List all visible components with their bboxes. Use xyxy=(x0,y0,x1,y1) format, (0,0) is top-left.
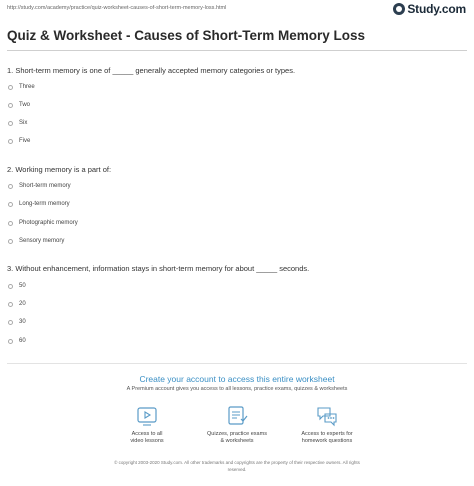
feature-video-lessons xyxy=(107,405,187,445)
radio-button[interactable] xyxy=(8,103,13,108)
radio-button[interactable] xyxy=(8,302,13,307)
answer-option[interactable] xyxy=(8,83,35,91)
copyright-line-2: reserved. xyxy=(227,466,247,472)
feature-label: Quizzes, practice exams & worksheets xyxy=(207,431,267,444)
radio-button[interactable] xyxy=(8,339,13,344)
page-url: http://study.com/academy/practice/quiz-worksheet-causes-of-short-term-memory-loss.html xyxy=(7,5,227,11)
option-label: 20 xyxy=(19,301,26,307)
option-label: Long-term memory xyxy=(19,201,70,207)
option-label: Short-term memory xyxy=(19,183,71,189)
answer-option[interactable] xyxy=(8,237,64,245)
answer-option[interactable] xyxy=(8,282,26,290)
expert-chat-icon xyxy=(316,405,338,427)
radio-button[interactable] xyxy=(8,221,13,226)
radio-button[interactable] xyxy=(8,121,13,126)
answer-option[interactable] xyxy=(8,300,26,308)
answer-option[interactable] xyxy=(8,318,26,326)
study-logo-icon xyxy=(393,3,405,15)
title-divider xyxy=(7,50,467,51)
answer-option[interactable] xyxy=(8,219,78,227)
top-bar xyxy=(0,0,474,20)
create-account-link[interactable]: Create your account to access this entire worksheet xyxy=(139,374,335,384)
radio-button[interactable] xyxy=(8,239,13,244)
answer-option[interactable] xyxy=(8,137,30,145)
radio-button[interactable] xyxy=(8,184,13,189)
answer-option[interactable] xyxy=(8,337,26,345)
question-1: 1. Short-term memory is one of _____ generally accepted memory categories or types. xyxy=(7,66,296,75)
option-label: 30 xyxy=(19,319,26,325)
option-label: 60 xyxy=(19,338,26,344)
radio-button[interactable] xyxy=(8,320,13,325)
option-label: Two xyxy=(19,102,31,108)
promo-divider xyxy=(7,363,467,364)
radio-button[interactable] xyxy=(8,139,13,144)
quiz-worksheet-icon xyxy=(226,405,248,427)
answer-option[interactable] xyxy=(8,101,30,109)
video-lesson-icon xyxy=(136,405,158,427)
option-label: Photographic memory xyxy=(19,220,78,226)
option-label: 50 xyxy=(19,283,26,289)
study-logo-text: Study.com xyxy=(407,2,466,16)
option-label: Three xyxy=(19,84,35,90)
radio-button[interactable] xyxy=(8,284,13,289)
study-logo[interactable] xyxy=(393,2,466,16)
feature-quizzes xyxy=(197,405,277,445)
question-3: 3. Without enhancement, information stays in short-term memory for about _____ seconds. xyxy=(7,264,310,273)
page-title: Quiz & Worksheet - Causes of Short-Term Memory Loss xyxy=(7,28,366,43)
answer-option[interactable] xyxy=(8,119,27,127)
premium-description: A Premium account gives you access to all lessons, practice exams, quizzes & worksheets xyxy=(126,386,348,392)
feature-label: Access to all video lessons xyxy=(130,431,164,444)
option-label: Six xyxy=(19,120,28,126)
answer-option[interactable] xyxy=(8,200,70,208)
question-2: 2. Working memory is a part of: xyxy=(7,165,112,174)
feature-experts xyxy=(287,405,367,445)
option-label: Sensory memory xyxy=(19,238,65,244)
option-label: Five xyxy=(19,138,31,144)
copyright-line-1: © copyright 2003-2020 Study.com. All other trademarks and copyrights are the property of their respective owners. All rights xyxy=(114,460,360,465)
radio-button[interactable] xyxy=(8,202,13,207)
radio-button[interactable] xyxy=(8,85,13,90)
copyright-footer xyxy=(0,460,474,473)
feature-label: Access to experts for homework questions xyxy=(301,431,353,444)
answer-option[interactable] xyxy=(8,182,71,190)
